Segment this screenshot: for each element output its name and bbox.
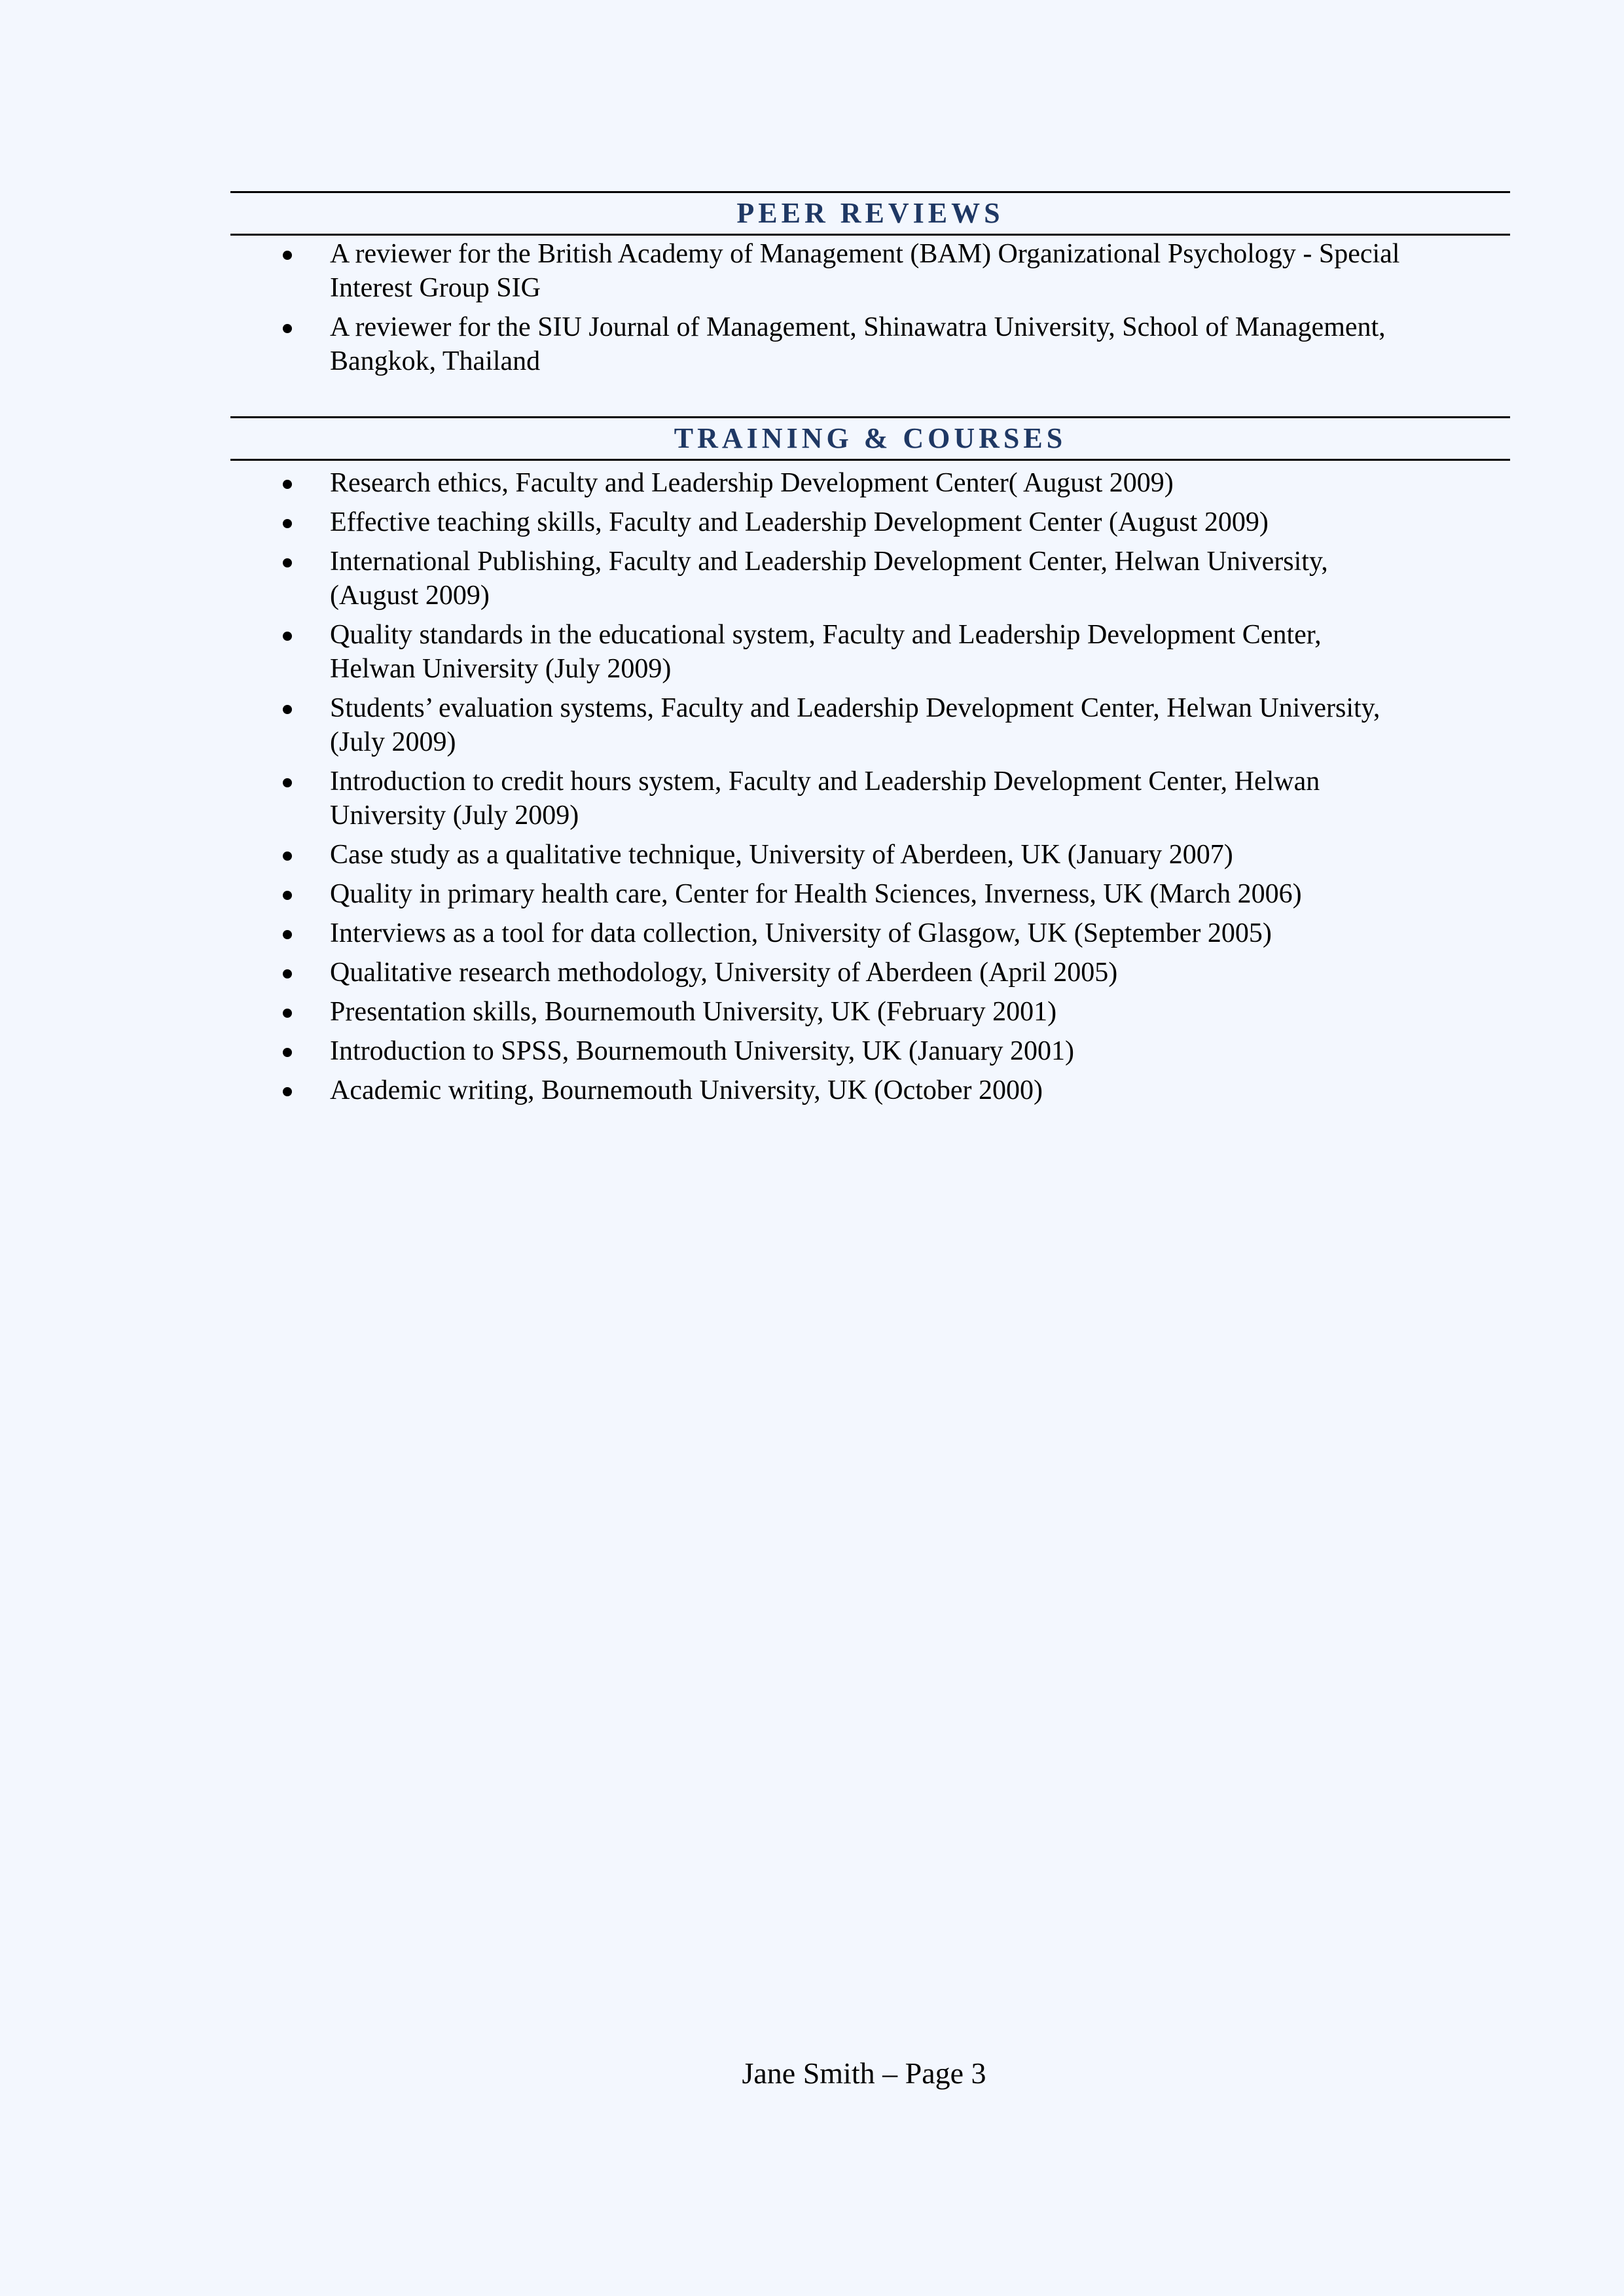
peer-reviews-header bbox=[230, 191, 1510, 236]
item-line: A reviewer for the British Academy of Management (BAM) Organizational Psychology - Special bbox=[330, 239, 1400, 269]
list-item bbox=[230, 310, 1510, 378]
item-line: International Publishing, Faculty and Leadership Development Center, Helwan University, bbox=[330, 547, 1328, 577]
bullet-icon bbox=[283, 969, 292, 978]
bullet-icon bbox=[283, 324, 292, 333]
item-line: Introduction to SPSS, Bournemouth University, UK (January 2001) bbox=[330, 1036, 1075, 1066]
list-item bbox=[230, 466, 1510, 500]
bullet-icon bbox=[283, 705, 292, 714]
list-item bbox=[230, 916, 1510, 950]
bullet-icon bbox=[283, 930, 292, 939]
training-courses-list bbox=[230, 461, 1510, 1107]
list-item bbox=[230, 237, 1510, 305]
item-line: Qualitative research methodology, University of Aberdeen (April 2005) bbox=[330, 958, 1118, 988]
item-line: (July 2009) bbox=[330, 727, 456, 757]
list-item bbox=[230, 505, 1510, 539]
list-item bbox=[230, 995, 1510, 1029]
item-line: Case study as a qualitative technique, University of Aberdeen, UK (January 2007) bbox=[330, 840, 1233, 870]
item-line: Bangkok, Thailand bbox=[330, 346, 541, 376]
list-item bbox=[230, 618, 1510, 686]
training-courses-header bbox=[230, 416, 1510, 461]
item-line: Students’ evaluation systems, Faculty and Leadership Development Center, Helwan University, bbox=[330, 693, 1380, 723]
bullet-icon bbox=[283, 519, 292, 528]
item-line: Effective teaching skills, Faculty and Leadership Development Center (August 2009) bbox=[330, 507, 1269, 537]
item-line: Interest Group SIG bbox=[330, 273, 541, 303]
item-line: Presentation skills, Bournemouth University, UK (February 2001) bbox=[330, 997, 1057, 1027]
item-line: Introduction to credit hours system, Faculty and Leadership Development Center, Helwan bbox=[330, 766, 1320, 797]
peer-reviews-title: PEER REVIEWS bbox=[736, 197, 1004, 229]
training-courses-title: TRAINING & COURSES bbox=[674, 422, 1067, 454]
bullet-icon bbox=[283, 632, 292, 641]
item-line: Quality in primary health care, Center for Health Sciences, Inverness, UK (March 2006) bbox=[330, 879, 1302, 909]
bullet-icon bbox=[283, 480, 292, 489]
item-line: Research ethics, Faculty and Leadership Development Center( August 2009) bbox=[330, 468, 1174, 498]
list-item bbox=[230, 877, 1510, 911]
list-item bbox=[230, 545, 1510, 613]
item-line: (August 2009) bbox=[330, 581, 490, 611]
list-item bbox=[230, 1073, 1510, 1107]
list-item bbox=[230, 956, 1510, 990]
list-item bbox=[230, 691, 1510, 759]
bullet-icon bbox=[283, 778, 292, 787]
list-item bbox=[230, 838, 1510, 872]
item-line: Interviews as a tool for data collection, University of Glasgow, UK (September 2005) bbox=[330, 918, 1272, 948]
list-item bbox=[230, 1034, 1510, 1068]
peer-reviews-list bbox=[230, 236, 1510, 378]
bullet-icon bbox=[283, 852, 292, 861]
bullet-icon bbox=[283, 1048, 292, 1057]
bullet-icon bbox=[283, 558, 292, 567]
bullet-icon bbox=[283, 1009, 292, 1018]
item-line: A reviewer for the SIU Journal of Management, Shinawatra University, School of Management, bbox=[330, 312, 1386, 342]
item-line: University (July 2009) bbox=[330, 800, 579, 831]
bullet-icon bbox=[283, 251, 292, 260]
item-line: Academic writing, Bournemouth University, UK (October 2000) bbox=[330, 1075, 1043, 1105]
bullet-icon bbox=[283, 891, 292, 900]
peer-reviews-section bbox=[230, 191, 1510, 384]
item-line: Helwan University (July 2009) bbox=[330, 654, 672, 684]
list-item bbox=[230, 764, 1510, 833]
item-line: Quality standards in the educational system, Faculty and Leadership Development Center, bbox=[330, 620, 1322, 650]
training-courses-section bbox=[230, 416, 1510, 1113]
page-footer: Jane Smith – Page 3 bbox=[742, 2056, 986, 2090]
bullet-icon bbox=[283, 1087, 292, 1096]
